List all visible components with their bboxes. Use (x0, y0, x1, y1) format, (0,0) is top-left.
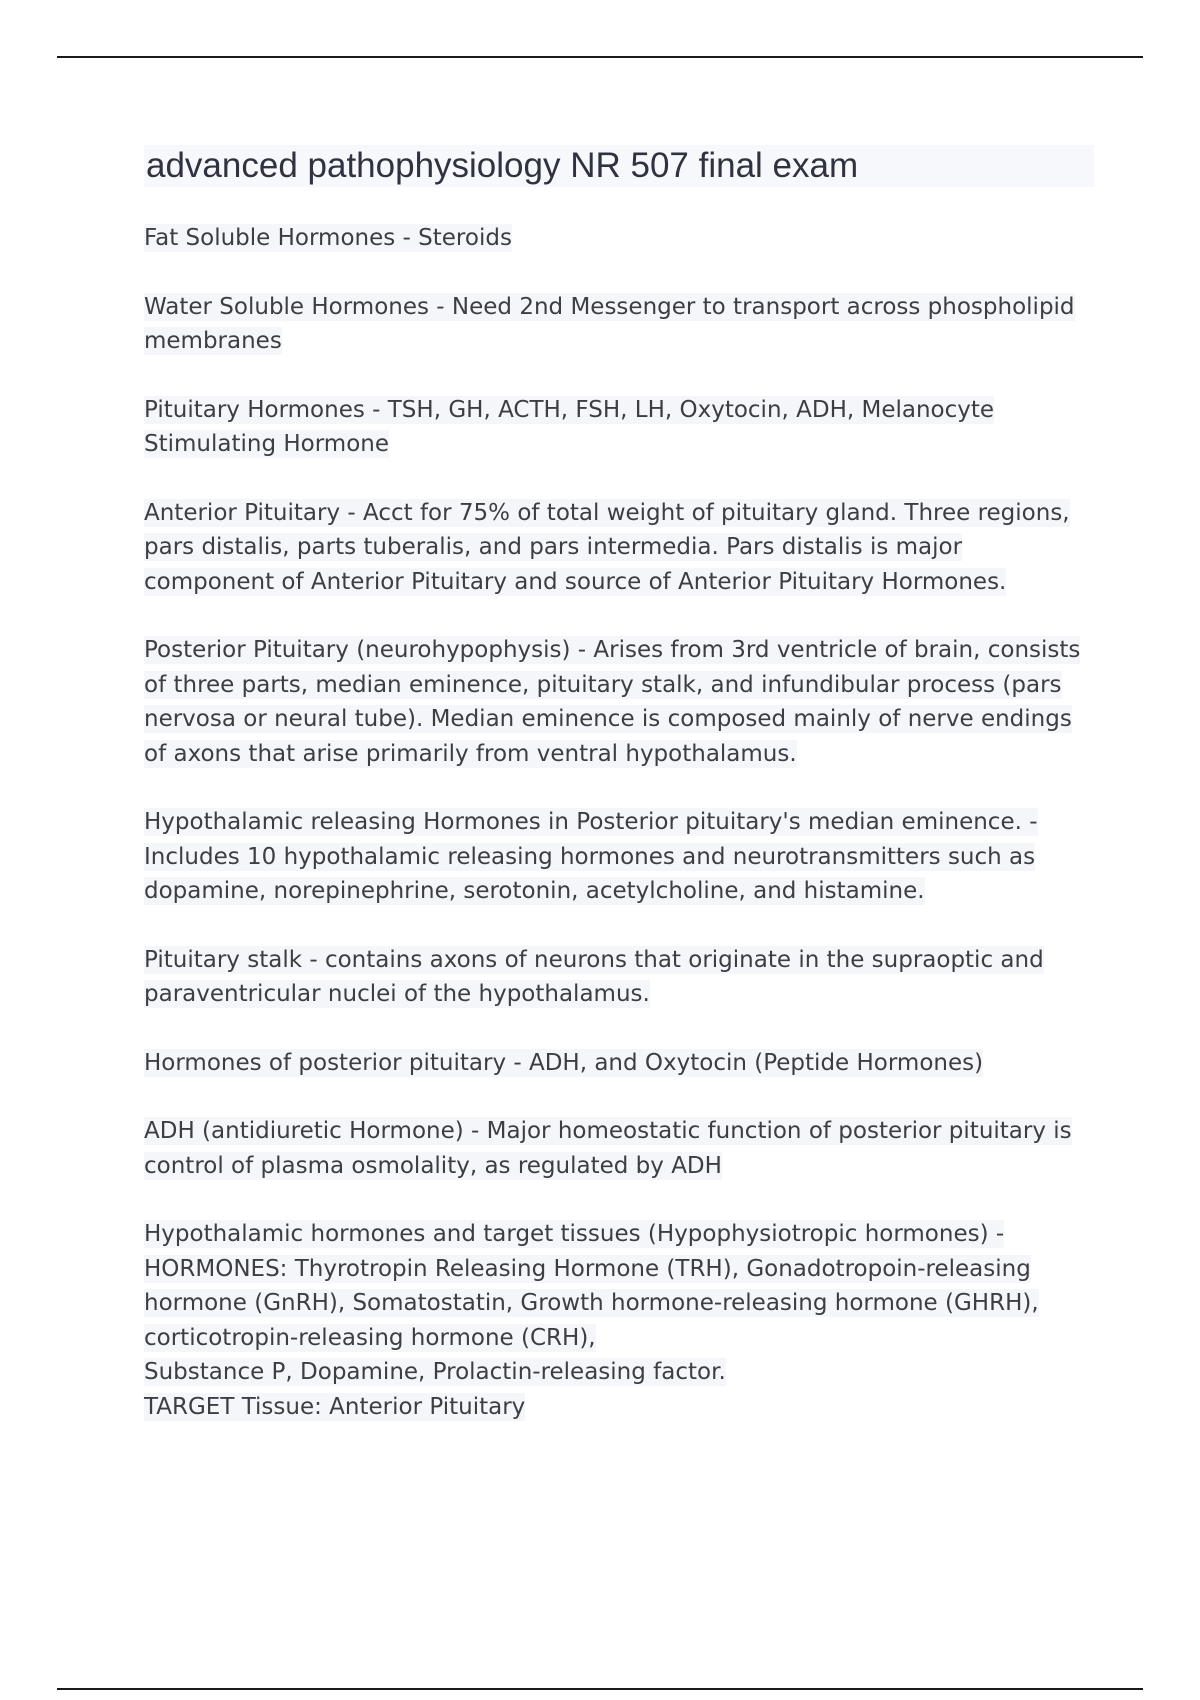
top-rule (57, 56, 1143, 58)
entry-text: Hypothalamic releasing Hormones in Posterior pituitary's median eminence. - Includes 10 hypothalamic releasing hormones and neurotransmitters such as dopamine, norepinephrine, serotonin, acetylcholine, and histamine. (144, 809, 1038, 904)
bottom-rule (57, 1688, 1143, 1690)
entry-anterior-pituitary (144, 496, 1094, 600)
entry-pituitary-hormones (144, 393, 1094, 462)
entry-text: Pituitary Hormones - TSH, GH, ACTH, FSH, LH, Oxytocin, ADH, Melanocyte Stimulating Hormone (144, 396, 995, 457)
entry-pituitary-stalk (144, 943, 1094, 1012)
entry-text: TARGET Tissue: Anterior Pituitary (144, 1393, 526, 1420)
entry-text: Water Soluble Hormones - Need 2nd Messenger to transport across phospholipid membranes (144, 293, 1075, 354)
entry-hypothalamic-hormones-target-tissues (144, 1217, 1094, 1424)
document-body (144, 145, 1094, 1458)
entry-line (144, 1217, 1094, 1355)
entry-fat-soluble-hormones (144, 221, 1094, 256)
entry-text: Hormones of posterior pituitary - ADH, and Oxytocin (Peptide Hormones) (144, 1049, 984, 1076)
entry-line (144, 1355, 1094, 1390)
entry-text: Hypothalamic hormones and target tissues (Hypophysiotropic hormones) - HORMONES: Thyrotropin Releasing Hormone (TRH), Gonadotropoin-releasing hormone (GnRH), Somatostatin, Growth hormone-releasing hormone (GHRH), corticotropin-releasing hormone (CRH), (144, 1221, 1039, 1351)
entry-hypothalamic-releasing-hormones (144, 805, 1094, 909)
entry-text: Pituitary stalk - contains axons of neurons that originate in the supraoptic and paraventricular nuclei of the hypothalamus. (144, 946, 1044, 1007)
document-title: advanced pathophysiology NR 507 final exam (144, 145, 1094, 187)
entry-line (144, 1390, 1094, 1425)
entry-posterior-pituitary (144, 633, 1094, 771)
entry-posterior-pituitary-hormones (144, 1046, 1094, 1081)
entry-text: Fat Soluble Hormones - Steroids (144, 225, 512, 251)
entry-text: Substance P, Dopamine, Prolactin-releasing factor. (144, 1359, 726, 1385)
entry-adh (144, 1114, 1094, 1183)
entry-water-soluble-hormones (144, 290, 1094, 359)
entry-text: ADH (antidiuretic Hormone) - Major homeostatic function of posterior pituitary is control of plasma osmolality, as regulated by ADH (144, 1118, 1072, 1179)
entry-text: Anterior Pituitary - Acct for 75% of total weight of pituitary gland. Three regions, pars distalis, parts tuberalis, and pars intermedia. Pars distalis is major component of Anterior Pituitary and source of Anterior Pituitary Hormones. (144, 499, 1070, 595)
entry-text: Posterior Pituitary (neurohypophysis) - Arises from 3rd ventricle of brain, consists of three parts, median eminence, pituitary stalk, and infundibular process (pars nervosa or neural tube). Median eminence is composed mainly of nerve endings of axons that arise primarily from ventral hypothalamus. (144, 637, 1081, 767)
